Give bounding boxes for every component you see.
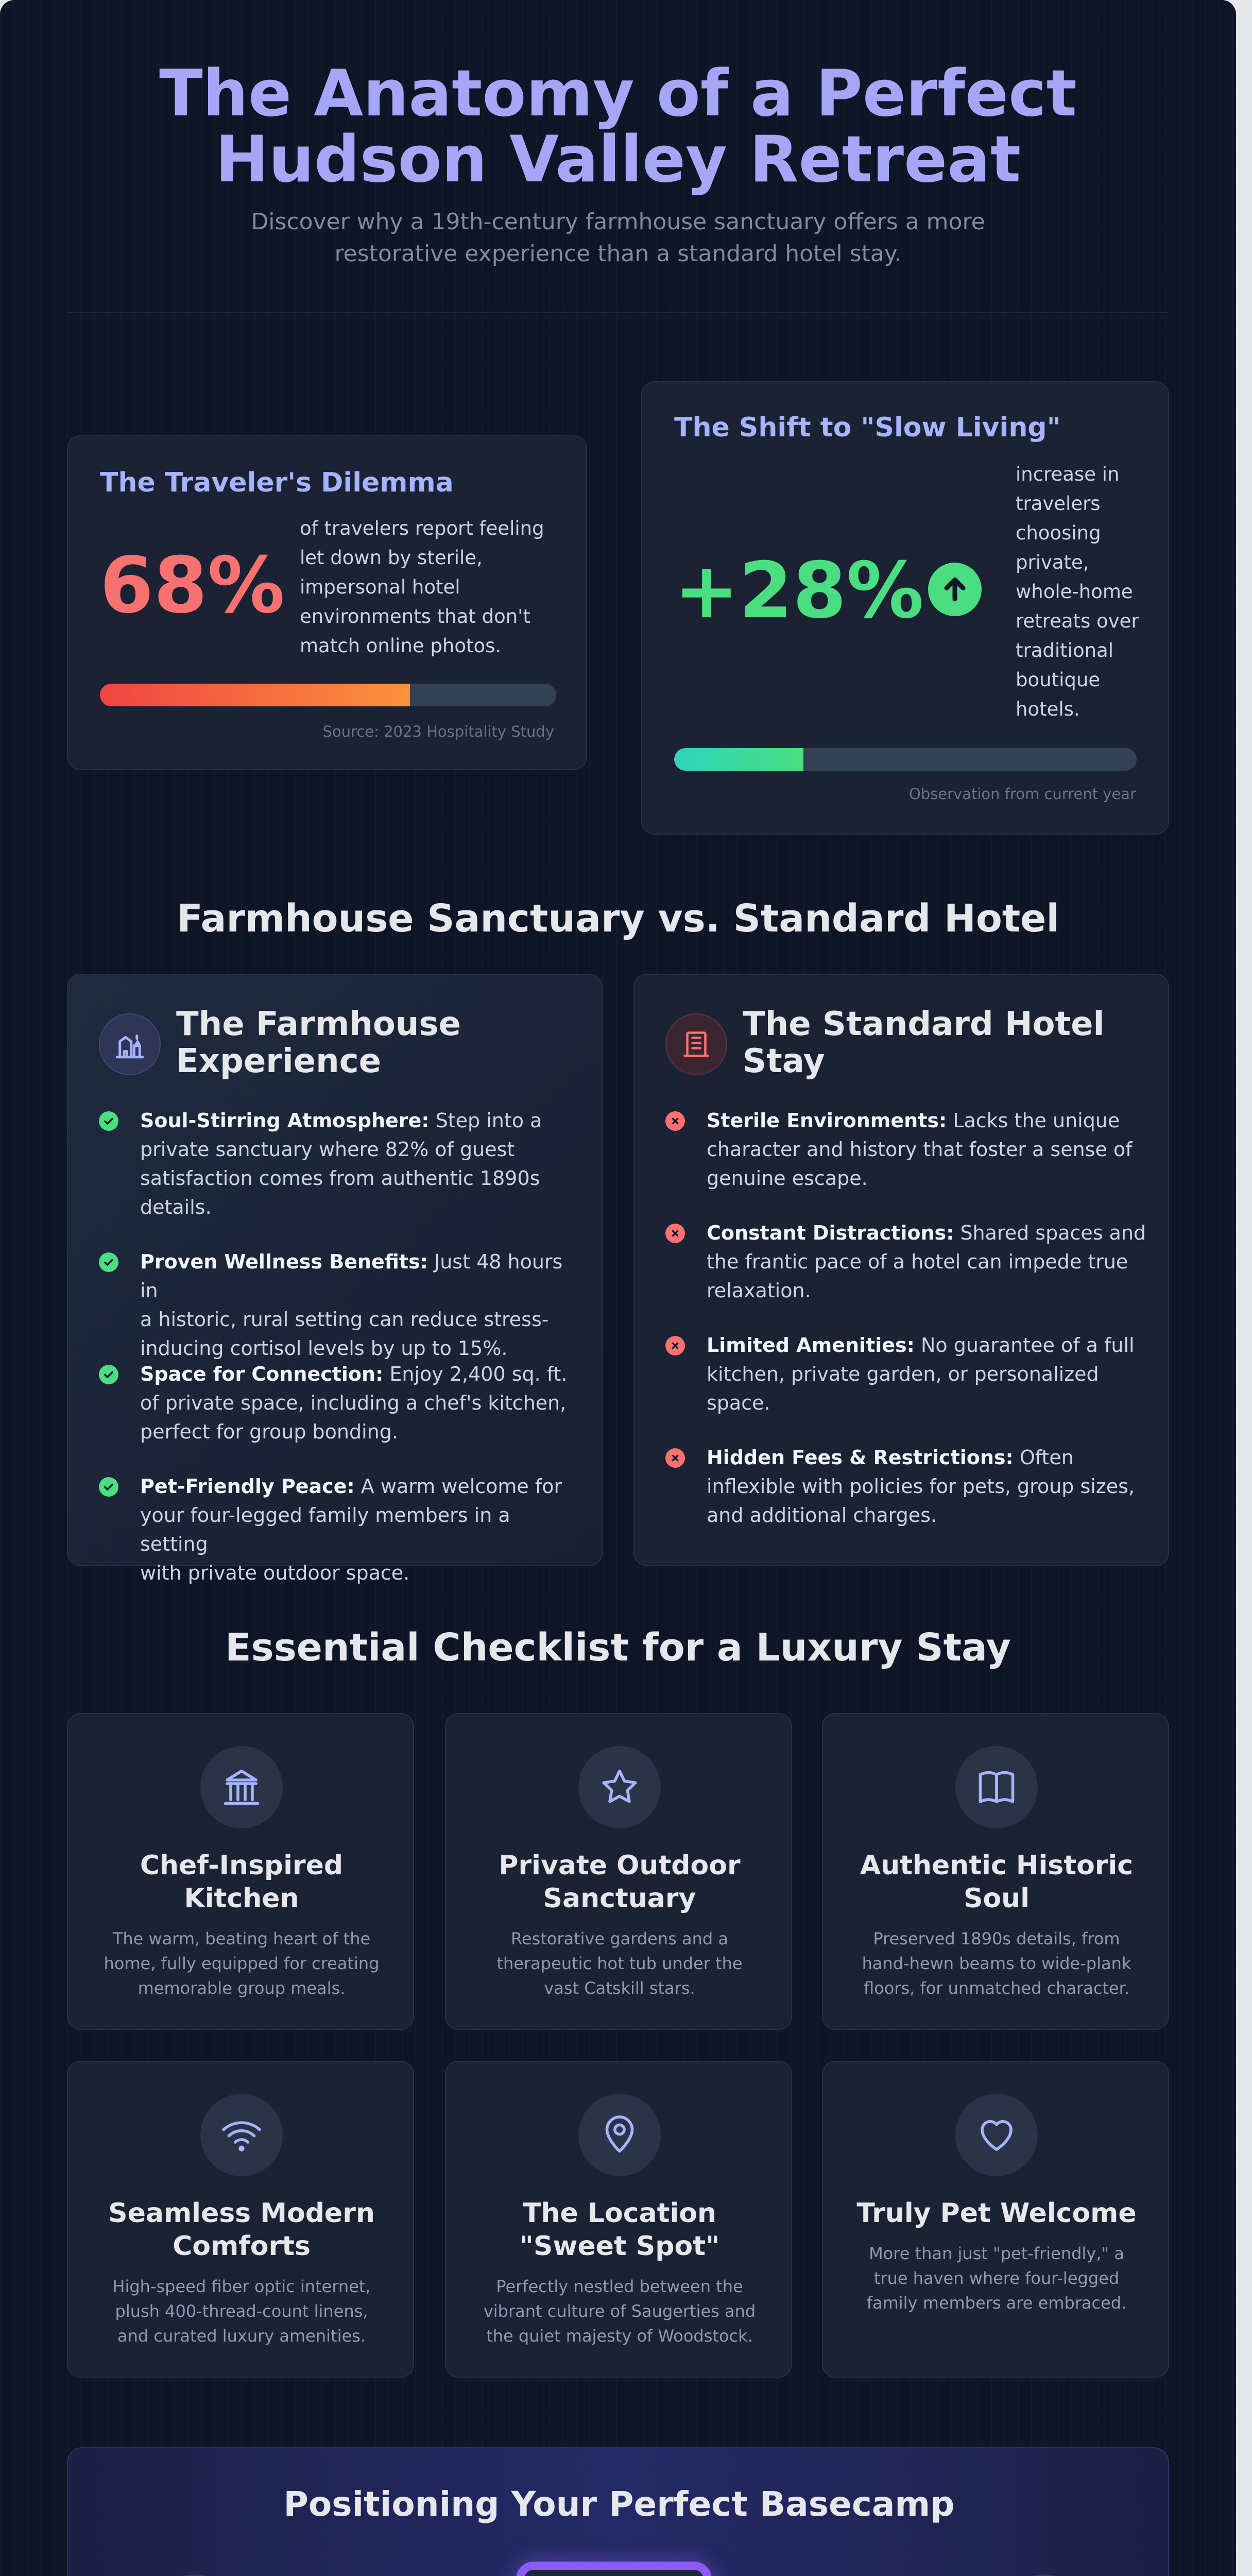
checklist-description-line: the quiet majesty of Woodstock.: [486, 2326, 753, 2346]
farmhouse-heading-line: Experience: [176, 1042, 382, 1080]
check-circle-icon: [99, 1477, 118, 1497]
list-item-line: [140, 1106, 583, 1135]
comparison-title: Farmhouse Sanctuary vs. Standard Hotel: [177, 896, 1059, 941]
list-item-line: [707, 1276, 1150, 1305]
dilemma-card: [67, 435, 587, 770]
list-item-copy: a historic, rural setting can reduce stress-: [140, 1308, 549, 1331]
dilemma-text-line: impersonal hotel: [300, 576, 460, 598]
checklist-description-line: High-speed fiber optic internet,: [112, 2277, 371, 2296]
list-item-copy: satisfaction comes from authentic 1890s: [140, 1167, 540, 1190]
list-item-line: [707, 1443, 1150, 1472]
list-item-bold: Space for Connection:: [140, 1363, 384, 1385]
checklist-description-line: home, fully equipped for creating: [104, 1954, 380, 1973]
dilemma-text: [300, 514, 568, 660]
list-item-copy: kitchen, private garden, or personalized: [707, 1363, 1099, 1385]
list-item-line: [140, 1164, 583, 1193]
list-item-line: [707, 1388, 1150, 1417]
checklist-description-line: floors, for unmatched character.: [863, 1978, 1130, 1998]
list-item-line: [707, 1472, 1150, 1501]
list-item-copy: and additional charges.: [707, 1504, 937, 1527]
page-subtitle: [155, 206, 1082, 270]
title-line-1: The Anatomy of a Perfect: [159, 57, 1077, 131]
checklist-card-description: [461, 2274, 778, 2348]
checklist-title-line: Comforts: [173, 2231, 311, 2262]
checklist-description-line: true haven where four-legged: [873, 2268, 1120, 2288]
list-item-text: [140, 1247, 583, 1363]
list-item-text: [707, 1106, 1150, 1193]
checklist-description-line: memorable group meals.: [138, 1978, 346, 1998]
list-item-bold: Sterile Environments:: [707, 1109, 947, 1132]
list-item-copy: relaxation.: [707, 1279, 811, 1302]
list-item-text: [140, 1472, 583, 1587]
checklist-card: [822, 2061, 1169, 2378]
x-circle-icon: [665, 1224, 685, 1243]
list-item-copy: A warm welcome for: [361, 1475, 562, 1498]
list-item-copy: Shared spaces and: [960, 1222, 1146, 1244]
slow-living-text-line: whole-home: [1016, 581, 1133, 603]
checklist-card: [822, 1713, 1169, 2030]
your-retreat-marker: [516, 2562, 712, 2576]
slow-living-text-line: travelers: [1016, 493, 1101, 515]
dilemma-text-line: environments that don't: [300, 605, 530, 628]
hotel-heading: [743, 1006, 1104, 1080]
header-divider: [67, 312, 1169, 313]
checklist-title-line: Authentic Historic: [860, 1850, 1134, 1881]
list-item-copy: character and history that foster a sense of: [707, 1138, 1133, 1161]
slow-living-text-line: retreats over: [1016, 610, 1139, 632]
checklist-card-title: [456, 2197, 783, 2263]
basecamp-panel: [67, 2447, 1169, 2576]
list-item-line: [140, 1193, 583, 1222]
checklist-card: [67, 2061, 414, 2378]
check-circle-icon: [99, 1252, 118, 1272]
dilemma-text-line: let down by sterile,: [300, 547, 483, 569]
checklist-title-line: Sanctuary: [543, 1883, 696, 1914]
list-item-bold: Proven Wellness Benefits:: [140, 1250, 428, 1273]
list-item-line: [707, 1106, 1150, 1135]
list-item-line: [140, 1472, 583, 1501]
list-item-line: [140, 1501, 583, 1558]
book-icon: [955, 1746, 1038, 1828]
list-item-line: [707, 1135, 1150, 1164]
checklist-description-line: More than just "pet-friendly," a: [869, 2244, 1124, 2263]
list-item-copy: Just 48 hours in: [140, 1250, 563, 1302]
subtitle-line-1: Discover why a 19th-century farmhouse sanctuary offers a more: [251, 209, 985, 235]
list-item-line: [140, 1360, 583, 1388]
list-item-copy: of private space, including a chef's kitchen,: [140, 1392, 567, 1414]
checklist-card-description: [461, 1926, 778, 2001]
checklist-title-line: Chef-Inspired: [140, 1850, 344, 1881]
list-item-line: [707, 1247, 1150, 1276]
checklist-description-line: The warm, beating heart of the: [112, 1929, 371, 1948]
map-pin-icon: [578, 2094, 661, 2176]
list-item-copy: the frantic pace of a hotel can impede true: [707, 1250, 1128, 1273]
dilemma-progress-fill: [100, 684, 410, 706]
hotel-heading-line: Stay: [743, 1042, 825, 1080]
checklist-description-line: vibrant culture of Saugerties and: [483, 2301, 756, 2321]
list-item-line: [140, 1334, 583, 1363]
checklist-card-description: [83, 2274, 400, 2348]
checklist-description-line: vast Catskill stars.: [544, 1978, 695, 1998]
list-item-copy: Step into a: [435, 1109, 542, 1132]
checklist-title-line: The Location: [522, 2198, 717, 2229]
dilemma-source: Source: 2023 Hospitality Study: [322, 723, 554, 740]
checklist-description-line: family members are embraced.: [866, 2293, 1127, 2313]
slow-living-text-line: hotels.: [1016, 698, 1080, 720]
checklist-title-line: Soul: [963, 1883, 1030, 1914]
hotel-card: [633, 974, 1169, 1566]
list-item-copy: Lacks the unique: [953, 1109, 1120, 1132]
dilemma-value: 68%: [100, 541, 285, 631]
slow-living-source: Observation from current year: [908, 785, 1136, 803]
farmhouse-heading-line: The Farmhouse: [176, 1005, 461, 1043]
slow-living-text-line: boutique: [1016, 669, 1101, 691]
list-item-line: [140, 1305, 583, 1334]
list-item-text: [707, 1443, 1150, 1530]
subtitle-line-2: restorative experience than a standard hotel stay.: [334, 241, 902, 267]
checklist-description-line: plush 400-thread-count linens,: [115, 2301, 368, 2321]
hotel-heading-line: The Standard Hotel: [743, 1005, 1105, 1043]
list-item-text: [707, 1331, 1150, 1417]
slow-living-card: [641, 381, 1169, 835]
checklist-card-title: [78, 1849, 405, 1915]
slow-living-value: +28%: [674, 546, 924, 636]
checklist-card: [67, 1713, 414, 2030]
checklist-card-description: [838, 2241, 1155, 2315]
checklist-card: [445, 2061, 792, 2378]
list-item-copy: Often: [1019, 1446, 1074, 1469]
checklist-card-description: [838, 1926, 1155, 2001]
checklist-title-line: "Sweet Spot": [519, 2231, 720, 2262]
list-item-line: [707, 1164, 1150, 1193]
slow-living-progress-bar: [674, 748, 1137, 771]
list-item-copy: genuine escape.: [707, 1167, 868, 1190]
slow-living-text-line: increase in: [1016, 463, 1120, 485]
checklist-description-line: Restorative gardens and a: [511, 1929, 728, 1948]
list-item-copy: private sanctuary where 82% of guest: [140, 1138, 515, 1161]
farmhouse-icon: [99, 1013, 161, 1075]
checklist-card-title: [833, 2197, 1160, 2230]
checklist-card-description: [83, 1926, 400, 2001]
list-item-line: [140, 1388, 583, 1417]
x-circle-icon: [665, 1111, 685, 1131]
list-item-bold: Constant Distractions:: [707, 1222, 954, 1244]
list-item-copy: details.: [140, 1196, 212, 1218]
list-item-copy: with private outdoor space.: [140, 1562, 410, 1584]
list-item-line: [140, 1417, 583, 1446]
dilemma-title: The Traveler's Dilemma: [100, 467, 454, 498]
list-item-line: [707, 1360, 1150, 1388]
arrow-up-circle-icon: [928, 563, 982, 616]
list-item-copy: No guarantee of a full: [920, 1334, 1135, 1357]
list-item-bold: Hidden Fees & Restrictions:: [707, 1446, 1014, 1469]
farmhouse-card: [67, 974, 603, 1584]
heart-icon: [955, 2094, 1038, 2176]
farmhouse-heading: [176, 1006, 461, 1080]
slow-living-text: [1016, 460, 1165, 724]
checklist-description-line: therapeutic hot tub under the: [496, 1954, 743, 1973]
list-item-copy: inducing cortisol levels by up to 15%.: [140, 1337, 508, 1360]
checklist-title-line: Private Outdoor: [499, 1850, 741, 1881]
list-item-copy: space.: [707, 1392, 770, 1414]
dilemma-progress-bar: [100, 684, 556, 706]
list-item-copy: Enjoy 2,400 sq. ft.: [389, 1363, 568, 1385]
page-title: [0, 57, 1236, 197]
hotel-building-icon: [665, 1013, 727, 1075]
checklist-title-line: Seamless Modern: [108, 2198, 375, 2229]
basecamp-title: Positioning Your Perfect Basecamp: [283, 2484, 955, 2524]
checklist-card: [445, 1713, 792, 2030]
dilemma-text-line: match online photos.: [300, 635, 502, 657]
checklist-card-title: [456, 1849, 783, 1915]
title-line-2: Hudson Valley Retreat: [215, 123, 1021, 197]
list-item-text: [140, 1106, 583, 1222]
slow-living-progress-fill: [674, 748, 803, 771]
list-item-bold: Pet-Friendly Peace:: [140, 1475, 355, 1498]
checklist-description-line: Preserved 1890s details, from: [873, 1929, 1120, 1948]
list-item-copy: inflexible with policies for pets, group sizes,: [707, 1475, 1135, 1498]
list-item-line: [707, 1331, 1150, 1360]
landmark-icon: [200, 1746, 283, 1828]
list-item-line: [140, 1558, 583, 1587]
slow-living-text-line: traditional: [1016, 639, 1113, 662]
list-item-bold: Limited Amenities:: [707, 1334, 915, 1357]
list-item-line: [140, 1247, 583, 1305]
checklist-description-line: hand-hewn beams to wide-plank: [862, 1954, 1131, 1973]
x-circle-icon: [665, 1448, 685, 1468]
checklist-description-line: and curated luxury amenities.: [117, 2326, 366, 2346]
list-item-text: [140, 1360, 583, 1446]
wifi-icon: [200, 2094, 283, 2176]
dilemma-text-line: of travelers report feeling: [300, 517, 544, 539]
x-circle-icon: [665, 1336, 685, 1355]
slow-living-text-line: private,: [1016, 551, 1089, 573]
checklist-title: Essential Checklist for a Luxury Stay: [225, 1625, 1011, 1670]
list-item-copy: perfect for group bonding.: [140, 1420, 398, 1443]
list-item-copy: your four-legged family members in a setting: [140, 1504, 510, 1555]
slow-living-title: The Shift to "Slow Living": [674, 412, 1061, 443]
check-circle-icon: [99, 1111, 118, 1131]
slow-living-text-line: choosing: [1016, 522, 1101, 544]
list-item-line: [140, 1135, 583, 1164]
list-item-bold: Soul-Stirring Atmosphere:: [140, 1109, 430, 1132]
checklist-title-line: Truly Pet Welcome: [856, 2198, 1137, 2229]
checklist-card-title: [78, 2197, 405, 2263]
list-item-line: [707, 1501, 1150, 1530]
checklist-description-line: Perfectly nestled between the: [496, 2277, 743, 2296]
checklist-card-title: [833, 1849, 1160, 1915]
list-item-text: [707, 1218, 1150, 1305]
check-circle-icon: [99, 1365, 118, 1384]
checklist-title-line: Kitchen: [184, 1883, 299, 1914]
list-item-line: [707, 1218, 1150, 1247]
star-icon: [578, 1746, 661, 1828]
